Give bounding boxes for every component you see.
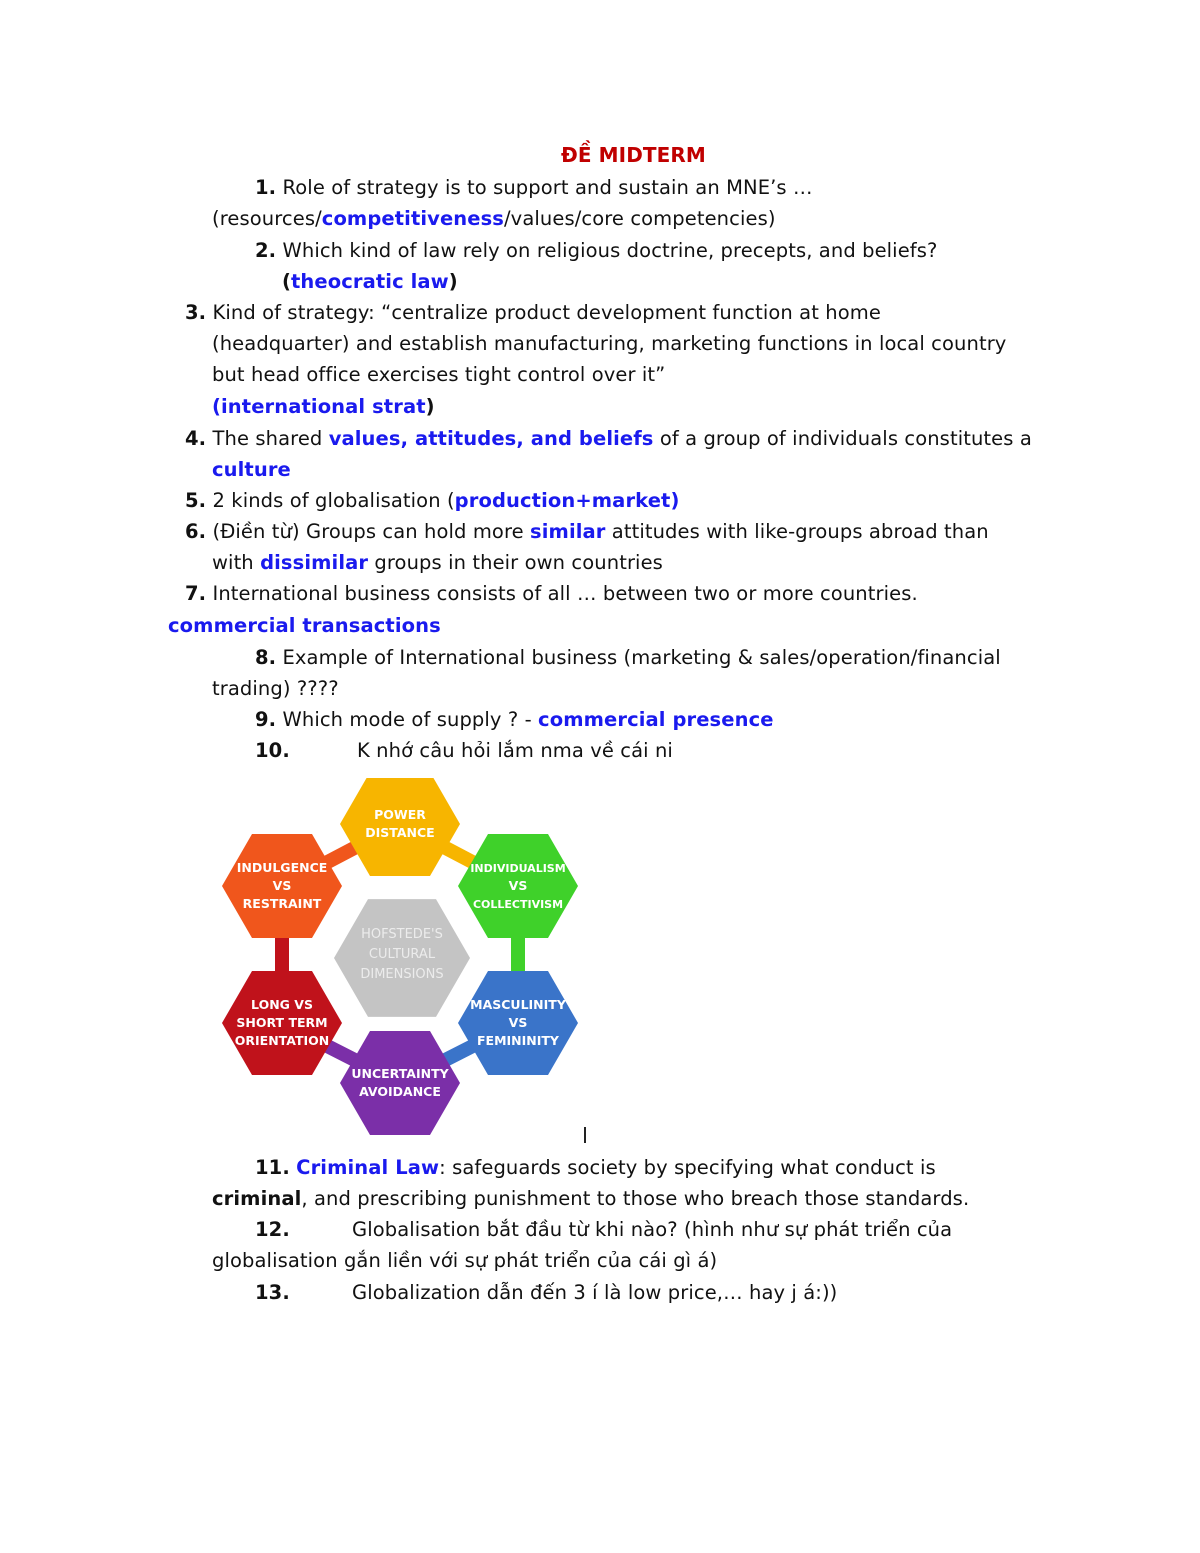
center-label: CULTURAL (368, 947, 436, 962)
question-number: 5. (185, 489, 207, 512)
question-text: Example of International business (marketing & sales/operation/financial (282, 646, 1001, 669)
question-1 (255, 176, 813, 199)
hexagon-label: RESTRAINT (242, 896, 322, 911)
question-text: Kind of strategy: “centralize product development function at home (212, 301, 881, 324)
question-number: 7. (185, 582, 207, 605)
paren: ) (448, 270, 458, 293)
question-number: 11. (255, 1156, 290, 1179)
answer-text: competitiveness (321, 207, 505, 230)
question-text: Which kind of law rely on religious doctrine, precepts, and beliefs? (282, 239, 938, 262)
hexagon-label: SHORT TERM (236, 1015, 328, 1030)
answer-text: commercial presence (538, 708, 774, 731)
question-text: 2 kinds of globalisation ( (212, 489, 455, 512)
highlight-text: values, attitudes, and beliefs (328, 427, 654, 450)
answer-text: production+market) (454, 489, 680, 512)
question-text: The shared (212, 427, 329, 450)
question-10-text: K nhớ câu hỏi lắm nma về cái ni (357, 739, 673, 762)
question-4 (185, 427, 1032, 450)
hexagon-label: UNCERTAINTY (351, 1066, 449, 1081)
question-text: (Điền từ) Groups can hold more (212, 520, 531, 543)
question-7 (185, 582, 918, 605)
option-text: /values/core competencies) (504, 207, 776, 230)
question-4-answer: culture (212, 458, 291, 481)
question-11 (255, 1156, 936, 1179)
question-13-text: Globalization dẫn đến 3 í là low price,… hay j á:)) (352, 1281, 838, 1304)
hexagon-label: AVOIDANCE (359, 1084, 441, 1099)
hofstede-diagram (212, 778, 582, 1143)
answer-text: similar (530, 520, 606, 543)
question-number: 2. (255, 239, 277, 262)
question-8-line-2: trading) ???? (212, 677, 339, 700)
question-11-line-2 (212, 1187, 969, 1210)
question-number: 8. (255, 646, 277, 669)
center-label: HOFSTEDE'S (361, 927, 443, 942)
question-number: 1. (255, 176, 277, 199)
paren: ) (425, 395, 435, 418)
hexagon-label: VS (272, 878, 292, 893)
question-3-answer (212, 395, 435, 418)
question-12-text: Globalisation bắt đầu từ khi nào? (hình như sự phát triển của (352, 1218, 953, 1241)
hexagon-label: INDULGENCE (236, 860, 328, 875)
hexagon-uncertainty-avoidance (340, 1031, 460, 1135)
bold-text: criminal (212, 1187, 302, 1210)
question-text: , and prescribing punishment to those who breach those standards. (301, 1187, 970, 1210)
question-1-options (212, 207, 776, 230)
option-text: (resources/ (212, 207, 322, 230)
question-5 (185, 489, 679, 512)
answer-text: (international strat (212, 395, 426, 418)
question-number: 4. (185, 427, 207, 450)
highlight-text: Criminal Law (296, 1156, 440, 1179)
question-text: International business consists of all … between two or more countries. (212, 582, 918, 605)
answer-text: theocratic law (291, 270, 449, 293)
page-title: ĐỀ MIDTERM (561, 143, 706, 167)
question-6-line-2 (212, 551, 663, 574)
question-3 (185, 301, 881, 324)
question-13-number: 13. (255, 1281, 290, 1304)
question-6 (185, 520, 989, 543)
hexagon-label: MASCULINITY (470, 997, 566, 1012)
question-text: Which mode of supply ? - (282, 708, 539, 731)
question-12-number: 12. (255, 1218, 290, 1241)
question-text: : safeguards society by specifying what conduct is (439, 1156, 936, 1179)
hexagon-label: DISTANCE (365, 825, 435, 840)
question-12-line-2: globalisation gắn liền với sự phát triển của cái gì á) (212, 1249, 718, 1272)
question-7-answer: commercial transactions (168, 614, 441, 637)
paren: ( (282, 270, 292, 293)
hexagon-label: INDIVIDUALISM (470, 862, 566, 875)
hexagon-label: COLLECTIVISM (472, 898, 564, 911)
hexagon-label: VS (508, 878, 528, 893)
question-9 (255, 708, 774, 731)
answer-text: dissimilar (260, 551, 369, 574)
hexagon-label: FEMININITY (477, 1033, 559, 1048)
center-label: DIMENSIONS (360, 967, 444, 982)
hexagon-label: POWER (374, 807, 426, 822)
question-3-line-3: but head office exercises tight control over it” (212, 363, 666, 386)
question-text: of a group of individuals constitutes a (653, 427, 1032, 450)
question-3-line-2: (headquarter) and establish manufacturing, marketing functions in local country (212, 332, 1007, 355)
hexagon-label: LONG VS (251, 997, 313, 1012)
question-2 (255, 239, 937, 262)
question-10-number: 10. (255, 739, 290, 762)
question-text: with (212, 551, 261, 574)
hexagon-label: VS (508, 1015, 528, 1030)
question-number: 6. (185, 520, 207, 543)
question-number: 3. (185, 301, 207, 324)
question-text: groups in their own countries (368, 551, 663, 574)
question-8 (255, 646, 1001, 669)
question-text: Role of strategy is to support and sustain an MNE’s … (282, 176, 813, 199)
question-2-answer (282, 270, 458, 293)
question-text: attitudes with like-groups abroad than (605, 520, 989, 543)
hexagon-label: ORIENTATION (234, 1033, 330, 1048)
text-cursor (584, 1127, 586, 1143)
question-number: 9. (255, 708, 277, 731)
